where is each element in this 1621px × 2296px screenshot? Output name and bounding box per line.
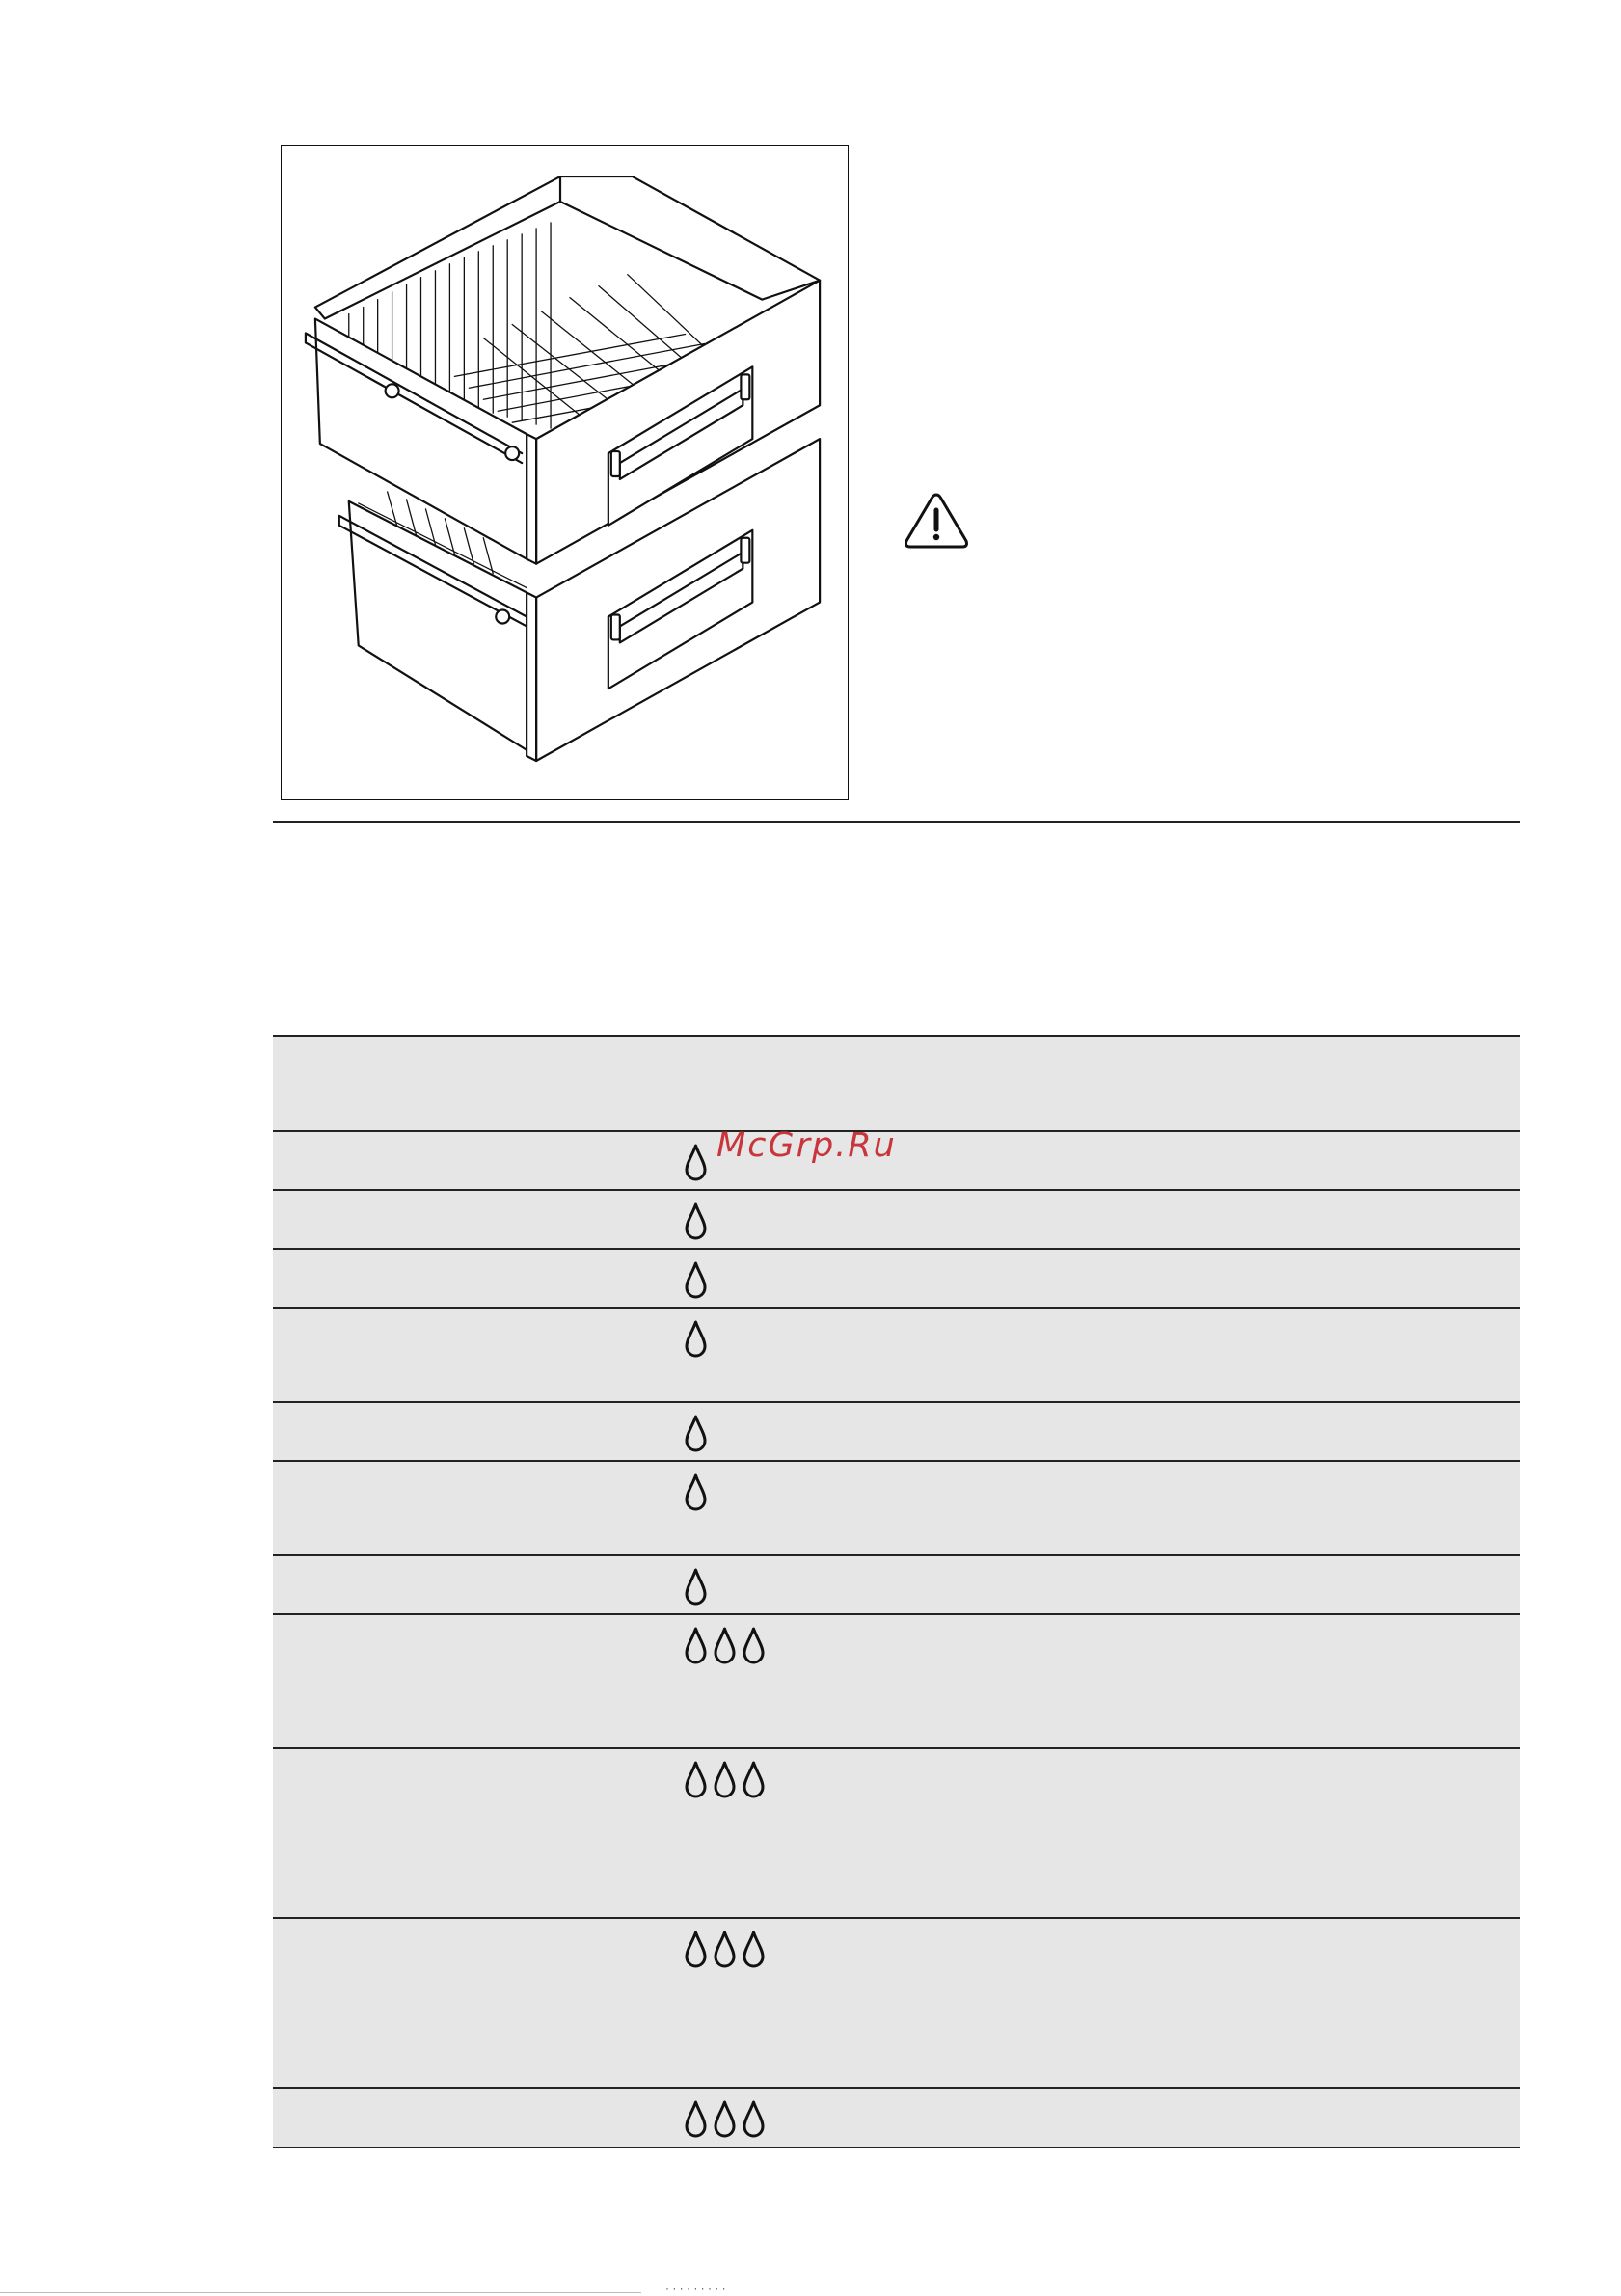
footer-rule	[0, 2292, 641, 2293]
water-drop-icon	[711, 1625, 739, 1665]
section-divider	[273, 821, 1520, 823]
humidity-drops	[682, 1625, 768, 1665]
humidity-drops	[682, 1566, 710, 1607]
table-row	[273, 1191, 1520, 1250]
humidity-drops	[682, 1472, 710, 1512]
table-row	[273, 1749, 1520, 1919]
water-drop-icon	[711, 1759, 739, 1799]
humidity-drops	[682, 2098, 768, 2139]
table-header-row	[273, 1035, 1520, 1132]
watermark: McGrp.Ru	[716, 1126, 897, 1165]
water-drop-icon	[682, 2098, 710, 2139]
humidity-drops	[682, 1259, 710, 1300]
water-drop-icon	[740, 2098, 768, 2139]
water-drop-icon	[711, 2098, 739, 2139]
water-drop-icon	[682, 1142, 710, 1182]
water-drop-icon	[682, 1759, 710, 1799]
table-row	[273, 1250, 1520, 1309]
storage-table	[273, 1035, 1520, 2148]
freezer-drawers-illustration	[282, 146, 848, 799]
humidity-drops	[682, 1759, 768, 1799]
humidity-drops	[682, 1142, 710, 1182]
humidity-drops	[682, 1413, 710, 1453]
water-drop-icon	[740, 1759, 768, 1799]
humidity-drops	[682, 1201, 710, 1241]
water-drop-icon	[682, 1472, 710, 1512]
drawer-illustration-frame	[281, 145, 849, 800]
table-row	[273, 1615, 1520, 1749]
water-drop-icon	[682, 1259, 710, 1300]
table-row	[273, 1309, 1520, 1403]
water-drop-icon	[682, 1566, 710, 1607]
table-row	[273, 1919, 1520, 2089]
water-drop-icon	[740, 1929, 768, 1969]
water-drop-icon	[682, 1318, 710, 1359]
warning-triangle-icon	[903, 491, 970, 551]
humidity-drops	[682, 1318, 710, 1359]
water-drop-icon	[682, 1625, 710, 1665]
water-drop-icon	[682, 1201, 710, 1241]
table-row	[273, 2089, 1520, 2148]
water-drop-icon	[740, 1625, 768, 1665]
footer-text: · · · · · · · · ·	[665, 2282, 726, 2295]
water-drop-icon	[682, 1413, 710, 1453]
table-row	[273, 1403, 1520, 1462]
table-row	[273, 1462, 1520, 1556]
water-drop-icon	[711, 1929, 739, 1969]
humidity-drops	[682, 1929, 768, 1969]
water-drop-icon	[682, 1929, 710, 1969]
table-row	[273, 1556, 1520, 1615]
